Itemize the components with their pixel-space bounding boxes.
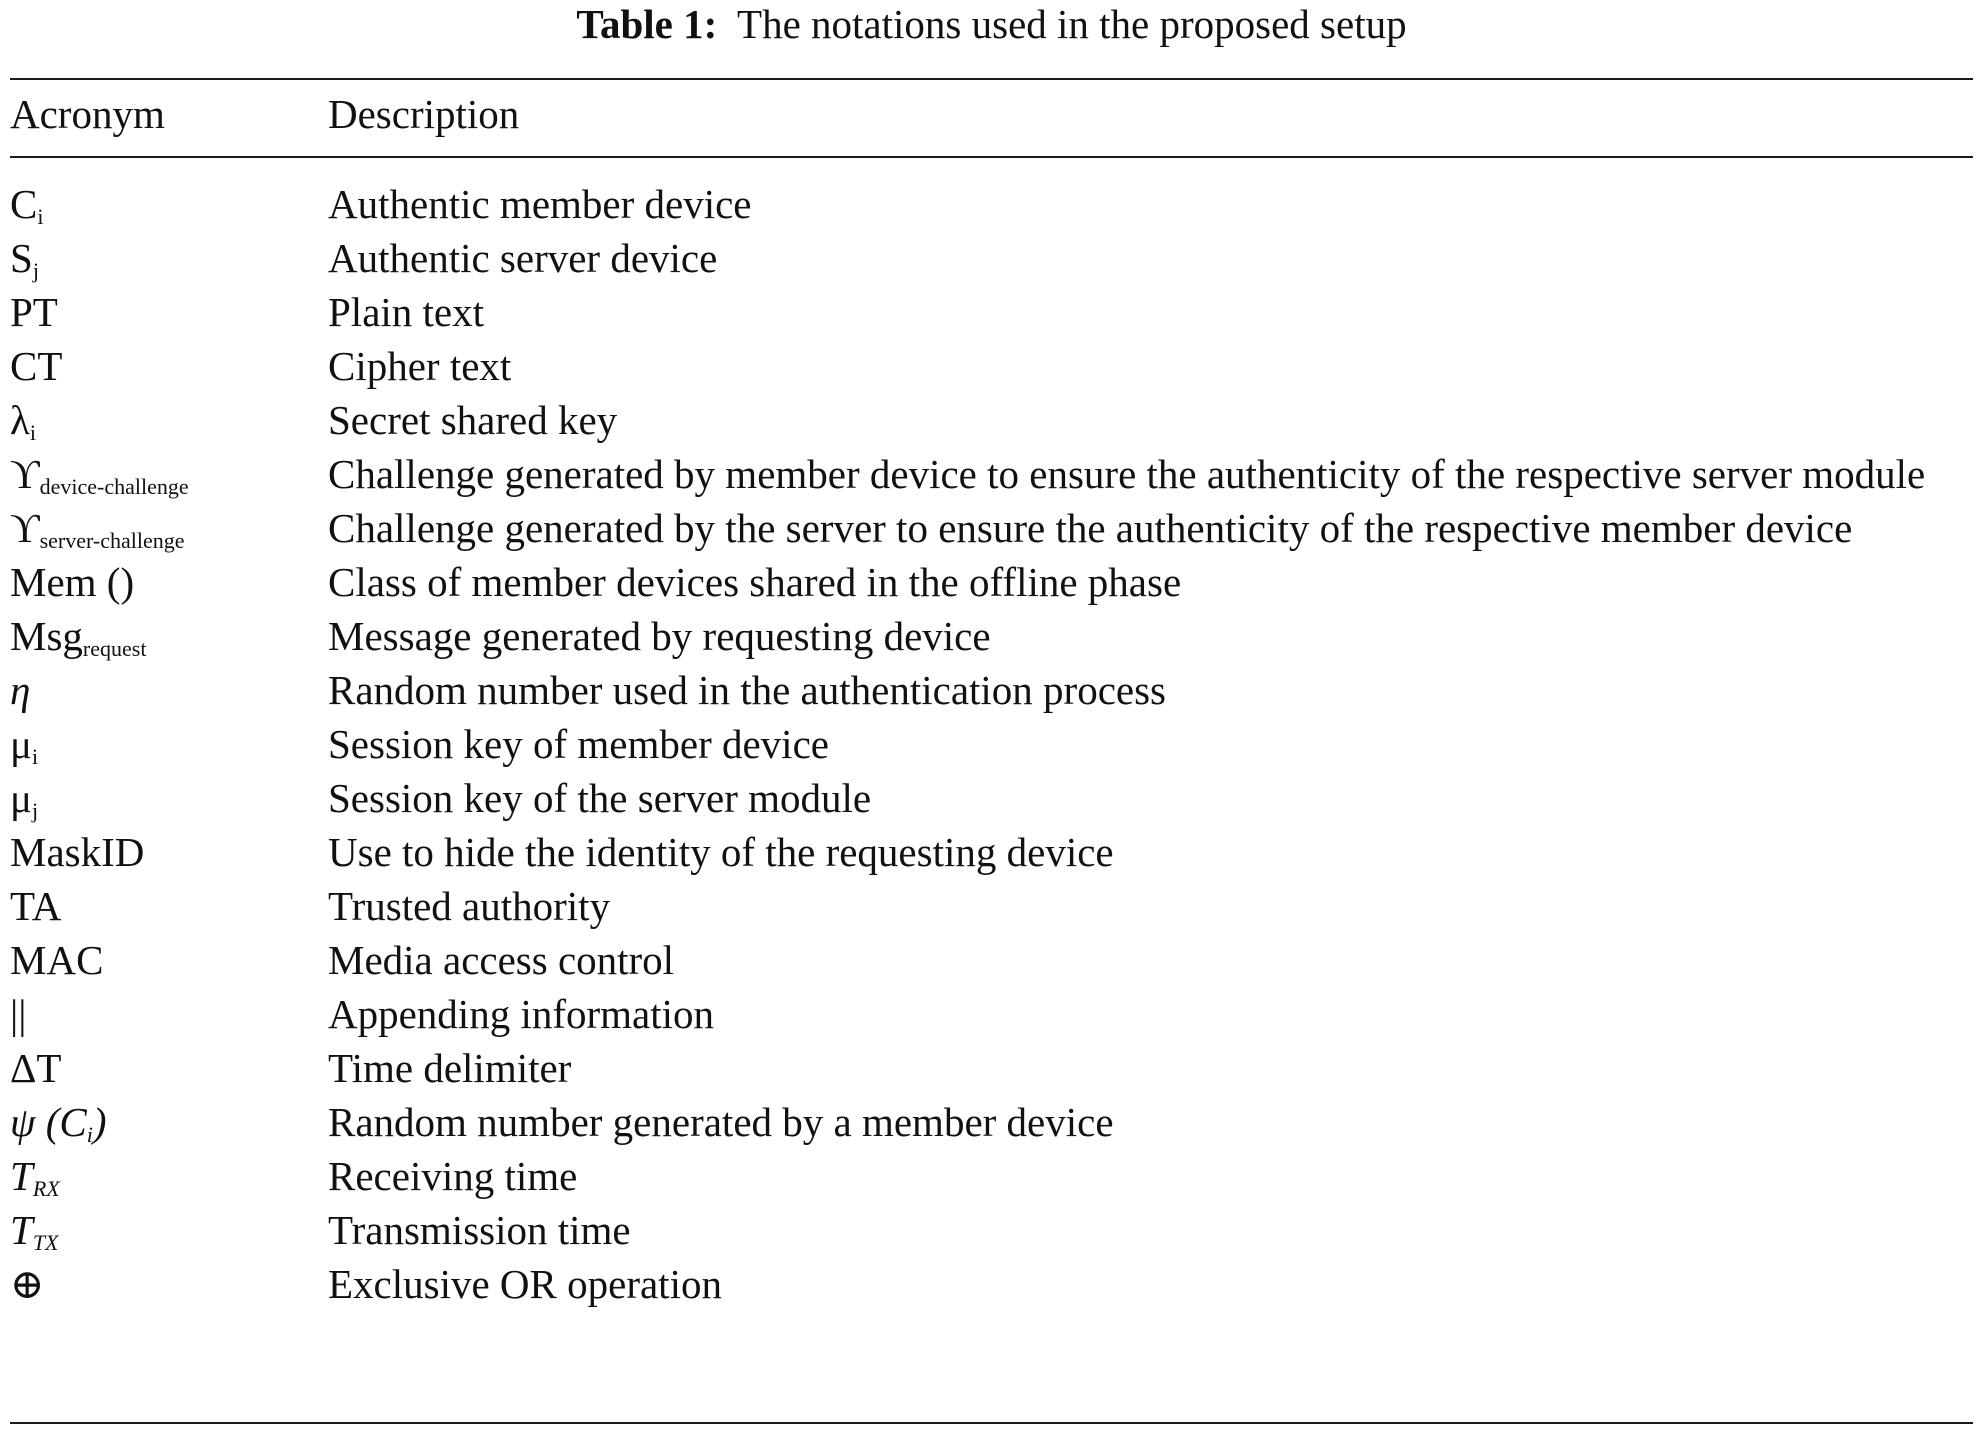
table-row bbox=[0, 1095, 1983, 1149]
row-acronym: PT bbox=[10, 289, 58, 335]
table-row bbox=[0, 663, 1983, 717]
row-acronym: $ϒ_{server-challenge}$ bbox=[10, 505, 185, 553]
table-row bbox=[0, 177, 1983, 231]
row-acronym: ΔT bbox=[10, 1045, 62, 1091]
row-description: Receiving time bbox=[328, 1153, 578, 1199]
table-row bbox=[0, 393, 1983, 447]
row-description: Session key of the server module bbox=[328, 775, 872, 821]
row-description: Media access control bbox=[328, 937, 675, 983]
row-description: Challenge generated by member device to ensure the authenticity of the respective server module bbox=[328, 451, 1926, 497]
header-rule bbox=[10, 156, 1973, 158]
header-acronym: Acronym bbox=[10, 91, 165, 137]
row-description: Message generated by requesting device bbox=[328, 613, 991, 659]
row-acronym: $T_{RX}$ bbox=[10, 1153, 60, 1201]
row-description: Random number generated by a member device bbox=[328, 1099, 1114, 1145]
top-rule bbox=[10, 78, 1973, 80]
table-row bbox=[0, 987, 1983, 1041]
row-description: Secret shared key bbox=[328, 397, 618, 443]
row-description: Authentic member device bbox=[328, 181, 752, 227]
row-acronym: ψ $(C_i)$ bbox=[10, 1099, 107, 1147]
row-acronym: $\mu_i$ bbox=[10, 721, 39, 769]
row-description: Appending information bbox=[328, 991, 715, 1037]
row-description: Use to hide the identity of the requesting device bbox=[328, 829, 1114, 875]
bottom-rule bbox=[10, 1422, 1973, 1424]
row-acronym: TA bbox=[10, 883, 62, 929]
table-row bbox=[0, 609, 1983, 663]
table-row bbox=[0, 1257, 1983, 1311]
table-row bbox=[0, 1203, 1983, 1257]
row-description: Authentic server device bbox=[328, 235, 718, 281]
row-acronym: || bbox=[10, 991, 27, 1037]
row-acronym: ⊕ bbox=[10, 1261, 45, 1307]
row-description: Class of member devices shared in the offline phase bbox=[328, 559, 1182, 605]
table-row bbox=[0, 231, 1983, 285]
row-acronym: $S_j$ bbox=[10, 235, 39, 283]
table-caption-label: Table 1: bbox=[576, 1, 718, 47]
row-description: Session key of member device bbox=[328, 721, 829, 767]
table-caption-text: The notations used in the proposed setup bbox=[737, 1, 1407, 47]
row-acronym: $T_{TX}$ bbox=[10, 1207, 59, 1255]
row-acronym: $\lambda_i$ bbox=[10, 397, 37, 445]
row-acronym: MaskID bbox=[10, 829, 145, 875]
table-row bbox=[0, 717, 1983, 771]
table-row bbox=[0, 447, 1983, 501]
row-description: Plain text bbox=[328, 289, 485, 335]
row-description: Trusted authority bbox=[328, 883, 611, 929]
row-description: Random number used in the authentication process bbox=[328, 667, 1167, 713]
row-acronym: Msg$_{request}$ bbox=[10, 613, 147, 661]
table-row bbox=[0, 555, 1983, 609]
row-description: Challenge generated by the server to ensure the authenticity of the respective member device bbox=[328, 505, 1853, 551]
row-description: Exclusive OR operation bbox=[328, 1261, 722, 1307]
row-acronym: CT bbox=[10, 343, 63, 389]
table-row bbox=[0, 933, 1983, 987]
row-description: Time delimiter bbox=[328, 1045, 572, 1091]
table-body bbox=[0, 177, 1983, 1311]
table-caption bbox=[0, 0, 1983, 48]
table-row bbox=[0, 825, 1983, 879]
row-description: Transmission time bbox=[328, 1207, 631, 1253]
row-acronym: Mem () bbox=[10, 559, 135, 605]
table-row bbox=[0, 879, 1983, 933]
header-description: Description bbox=[328, 91, 520, 137]
table-row bbox=[0, 1041, 1983, 1095]
table-header-row bbox=[0, 84, 1983, 144]
row-acronym: η bbox=[10, 667, 31, 713]
row-acronym: $ϒ_{device-challenge}$ bbox=[10, 451, 189, 499]
table-row bbox=[0, 339, 1983, 393]
table-row bbox=[0, 1149, 1983, 1203]
row-acronym: $\mu_j$ bbox=[10, 775, 39, 823]
table-row bbox=[0, 285, 1983, 339]
table-row bbox=[0, 501, 1983, 555]
row-description: Cipher text bbox=[328, 343, 512, 389]
row-acronym: MAC bbox=[10, 937, 104, 983]
row-acronym: $C_i$ bbox=[10, 181, 44, 229]
table-row bbox=[0, 771, 1983, 825]
